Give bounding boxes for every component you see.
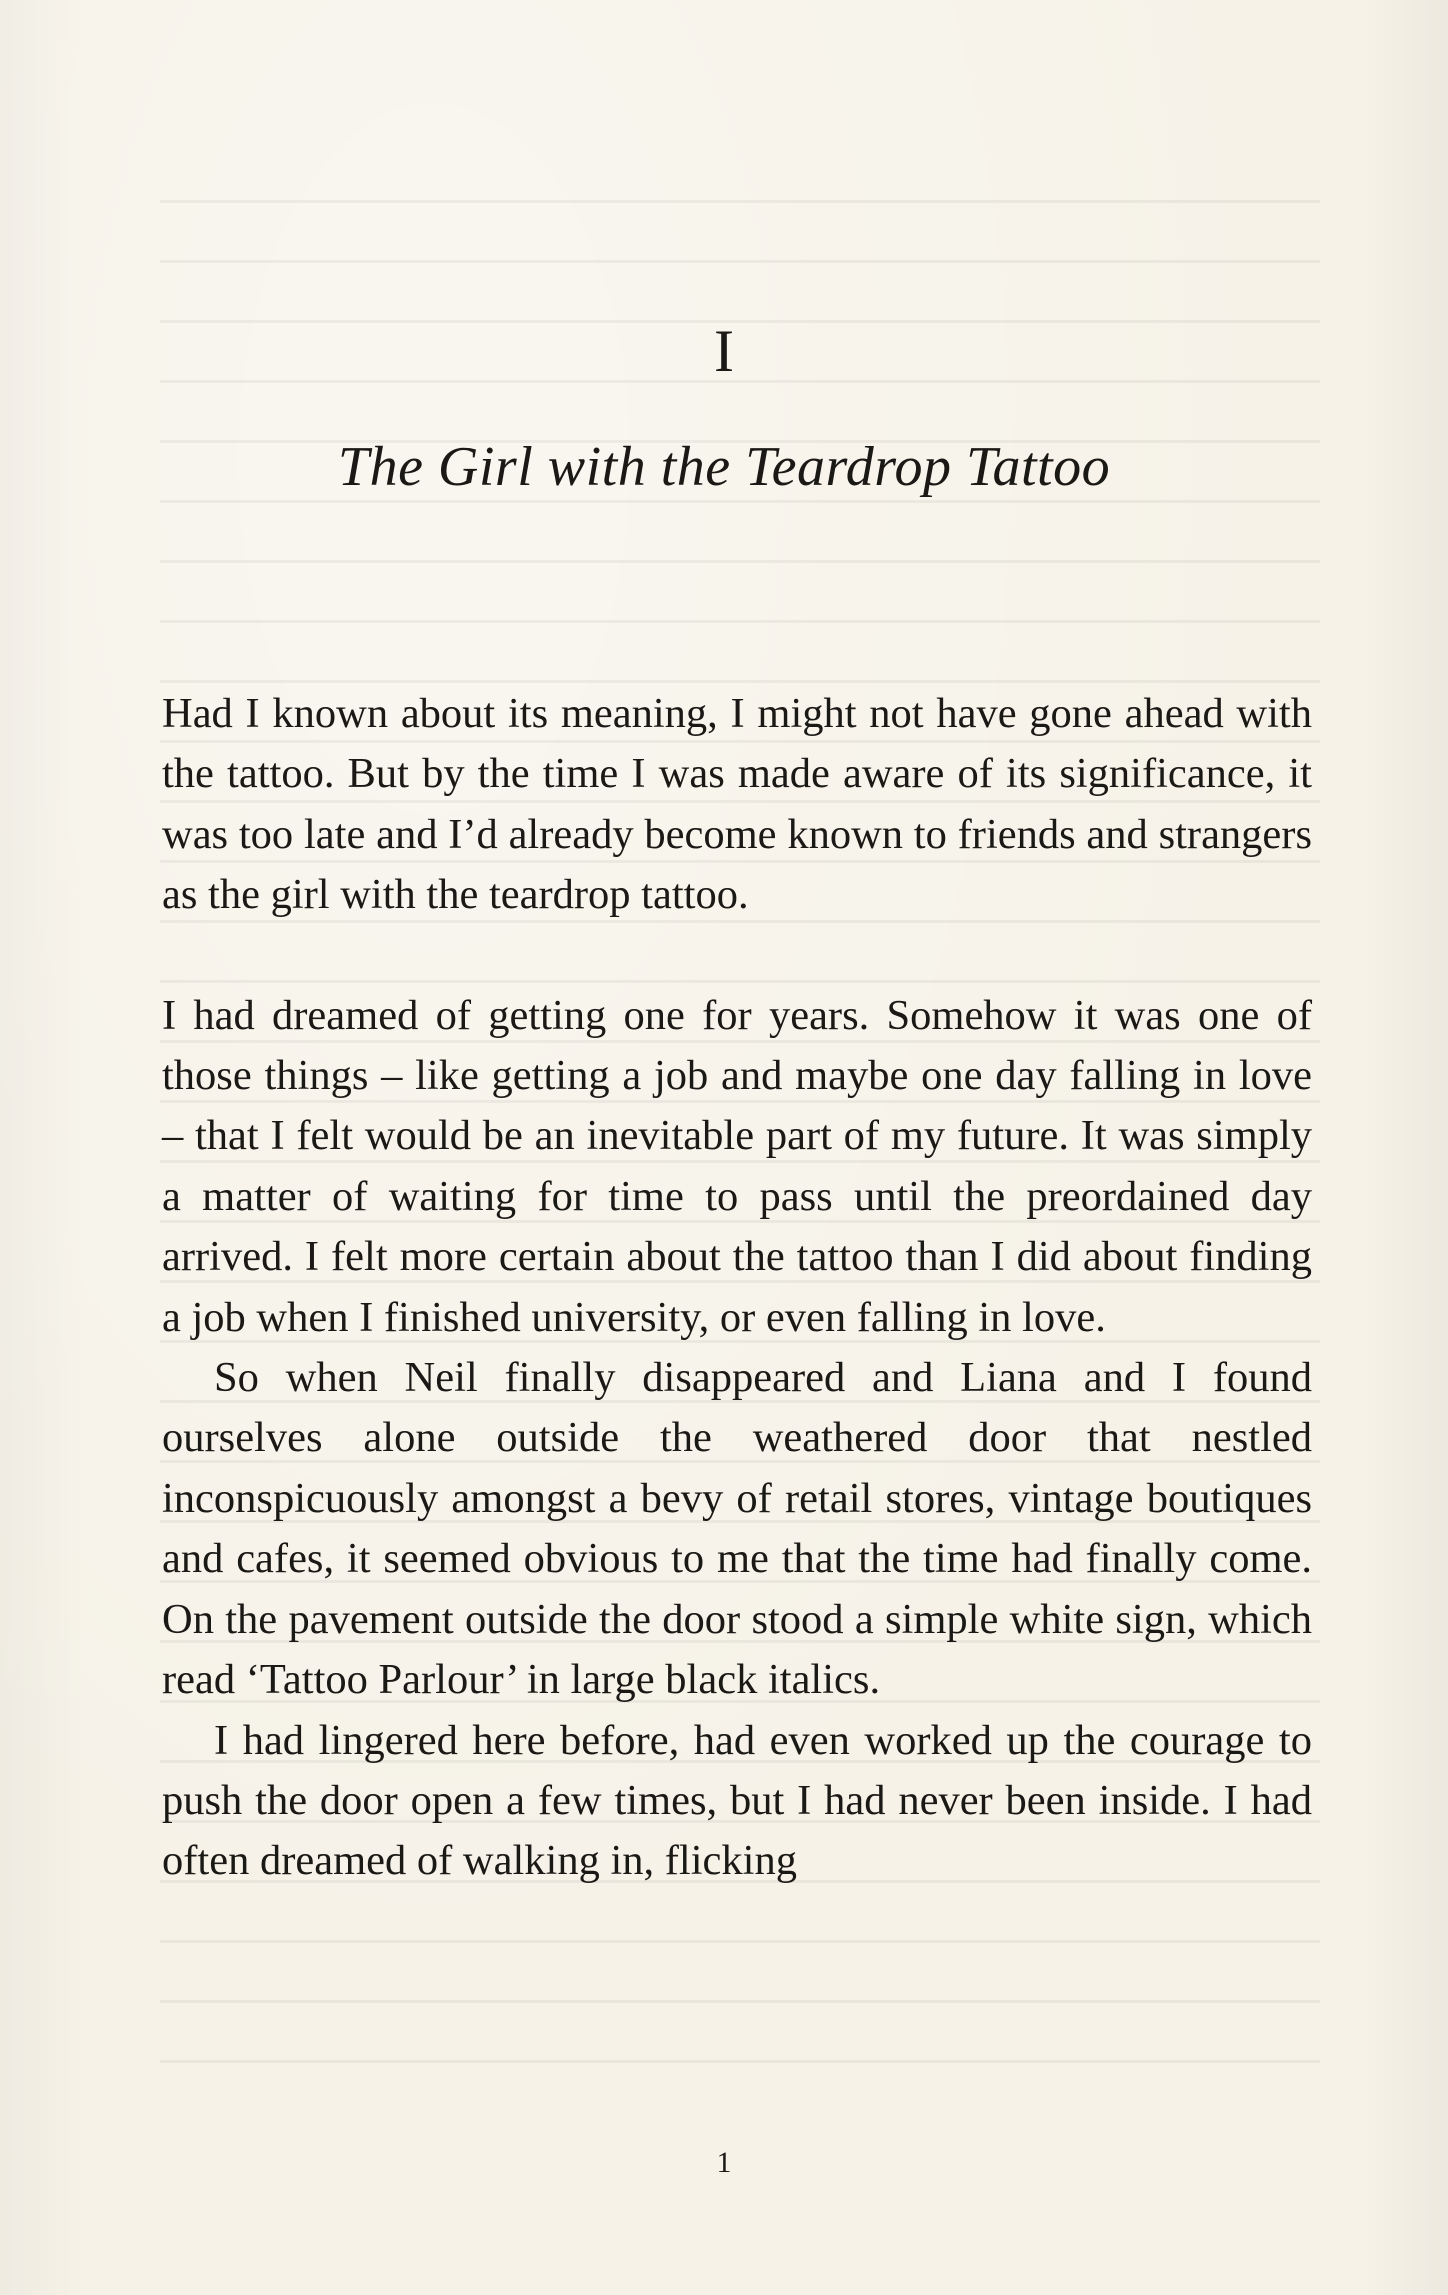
- chapter-number: I: [714, 318, 734, 384]
- paragraph: So when Neil finally disappeared and Liana and I found ourselves alone outside the weathered door that nestled inconspicuously amongst a bevy of retail stores, vintage boutiques and cafes, it seemed obvious to me that the time had finally come. On the pavement outside the door stood a simple white sign, which read ‘Tattoo Parlour’ in large black italics.: [162, 1354, 1312, 1704]
- page-number: 1: [716, 2146, 732, 2179]
- chapter-body: [162, 684, 1312, 1892]
- paragraph: Had I known about its meaning, I might not have gone ahead with the tattoo. But by the time I was made aware of its significance, it was too late and I’d already become known to friends and strangers as the girl with the teardrop tattoo.: [162, 690, 1312, 919]
- chapter-title: The Girl with the Teardrop Tattoo: [337, 436, 1111, 498]
- paragraph: I had dreamed of getting one for years. Somehow it was one of those things – like getting a job and maybe one day falling in love – that I felt would be an inevitable part of my future. It was simply a matter of waiting for time to pass until the preordained day arrived. I felt more certain about the tattoo than I did about finding a job when I finished university, or even falling in love.: [162, 991, 1312, 1341]
- paragraph: I had lingered here before, had even worked up the courage to push the door open a few times, but I had never been inside. I had often dreamed of walking in, flicking: [162, 1716, 1312, 1885]
